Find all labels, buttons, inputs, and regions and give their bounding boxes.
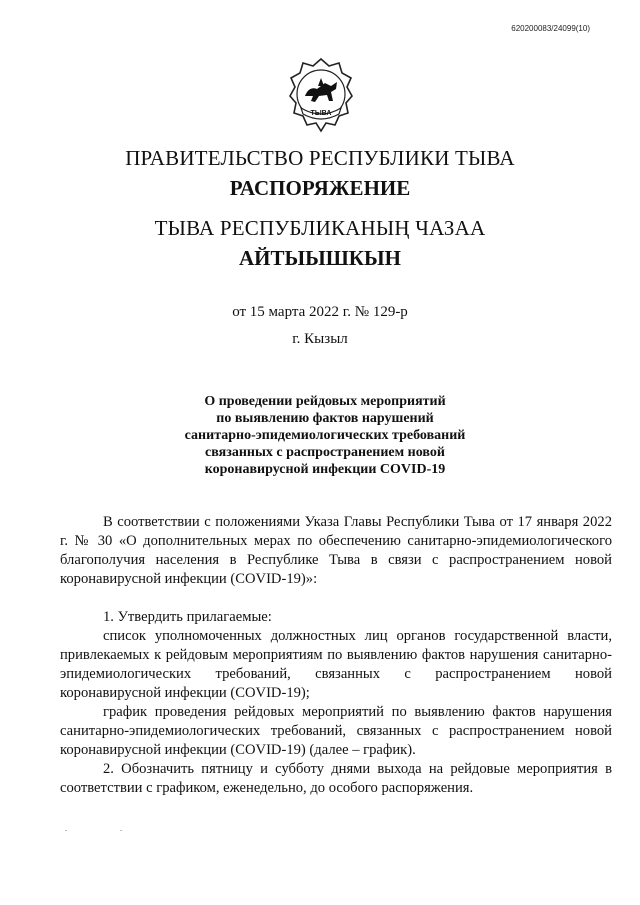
paragraph-list-officials: список уполномоченных должностных лиц органов государственной власти, привлекаемых к рейдовым мероприятиям по выявлению фактов нарушения санитарно-эпидемиологических требований, связанных с распространением новой коронавирусной инфекции (COVID-19); [60,628,612,701]
city: г. Кызыл [292,331,348,347]
document-number: 620200083/24099(10) [511,24,590,33]
title-line: связанных с распространением новой [205,445,445,460]
tuva-emblem-icon [287,56,355,136]
header-government-tuvan: ТЫВА РЕСПУБЛИКАНЫҢ ЧАЗАА [154,216,486,240]
header-order-tuvan: АЙТЫЫШКЫН [239,246,401,270]
header-order: РАСПОРЯЖЕНИЕ [229,176,411,200]
title-line: коронавирусной инфекции COVID-19 [204,462,446,477]
paragraph-preamble: В соответствии с положениями Указа Главы Республики Тыва от 17 января 2022 г. № 30 «О дополнительных мерах по обеспечению санитарно-эпидемиологического благополучия населения в Республике Тыва в связи с распространением новой коронавирусной инфекции (COVID-19)»: [60,514,612,587]
title-line: по выявлению фактов нарушений [216,411,434,426]
paragraph-schedule: график проведения рейдовых мероприятий по выявлению фактов нарушения санитарно-эпидемиологических требований, связанных с распространением новой коронавирусной инфекции (COVID-19) (далее – график). [60,704,612,758]
document-title [160,393,490,478]
date-line: от 15 марта 2022 г. № 129-р [232,304,408,320]
scan-speck [65,830,67,831]
paragraph-item-1: 1. Утвердить прилагаемые: [103,609,272,625]
scan-speck [120,830,122,831]
title-line: О проведении рейдовых мероприятий [204,394,446,409]
emblem-label: ТЫВА [310,110,332,117]
paragraph-item-2: 2. Обозначить пятницу и субботу днями выхода на рейдовые мероприятия в соответствии с графиком, еженедельно, до особого распоряжения. [60,761,612,796]
document-body [60,513,612,798]
header-government: ПРАВИТЕЛЬСТВО РЕСПУБЛИКИ ТЫВА [125,146,515,170]
title-line: санитарно-эпидемиологических требований [184,428,466,443]
